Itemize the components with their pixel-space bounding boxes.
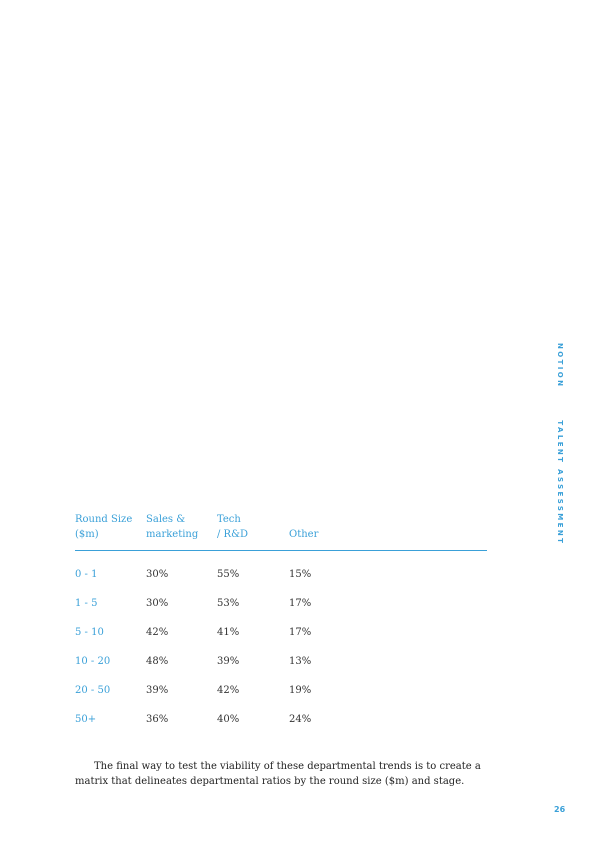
tech-cell: 40% <box>217 714 240 725</box>
table-row <box>75 685 487 714</box>
header-other: Other <box>289 512 487 551</box>
other-cell: 17% <box>289 598 312 609</box>
body-paragraph: The final way to test the viability of these departmental trends is to create a matrix that delineates departmental ratios by the round size ($m) and stage. <box>75 761 481 787</box>
header-tech-rd: Tech / R&D <box>217 512 289 551</box>
tech-cell: 42% <box>217 685 240 696</box>
table-row <box>75 598 487 627</box>
table-header-row <box>75 512 487 551</box>
sales-cell: 30% <box>146 569 169 580</box>
tech-cell: 55% <box>217 569 240 580</box>
other-cell: 24% <box>289 714 312 725</box>
tech-cell: 39% <box>217 656 240 667</box>
other-cell: 17% <box>289 627 312 638</box>
round-size-cell: 1 - 5 <box>75 598 98 609</box>
sales-cell: 30% <box>146 598 169 609</box>
other-cell: 19% <box>289 685 312 696</box>
brand-label: NOTION <box>556 343 564 389</box>
sales-cell: 39% <box>146 685 169 696</box>
table-row <box>75 627 487 656</box>
other-cell: 15% <box>289 569 312 580</box>
header-sales-marketing: Sales & marketing <box>146 512 217 551</box>
section-label: TALENT ASSESSMENT <box>556 420 564 546</box>
tech-cell: 41% <box>217 627 240 638</box>
sales-cell: 36% <box>146 714 169 725</box>
round-size-cell: 5 - 10 <box>75 627 104 638</box>
table-row <box>75 551 487 599</box>
running-header <box>556 343 564 545</box>
round-size-cell: 50+ <box>75 714 97 725</box>
department-ratio-table <box>75 512 487 743</box>
table-row <box>75 714 487 743</box>
sales-cell: 42% <box>146 627 169 638</box>
page-number: 26 <box>554 805 566 814</box>
table-row <box>75 656 487 685</box>
tech-cell: 53% <box>217 598 240 609</box>
round-size-cell: 20 - 50 <box>75 685 111 696</box>
header-round-size: Round Size ($m) <box>75 512 146 551</box>
round-size-cell: 10 - 20 <box>75 656 111 667</box>
sales-cell: 48% <box>146 656 169 667</box>
round-size-cell: 0 - 1 <box>75 569 98 580</box>
other-cell: 13% <box>289 656 312 667</box>
